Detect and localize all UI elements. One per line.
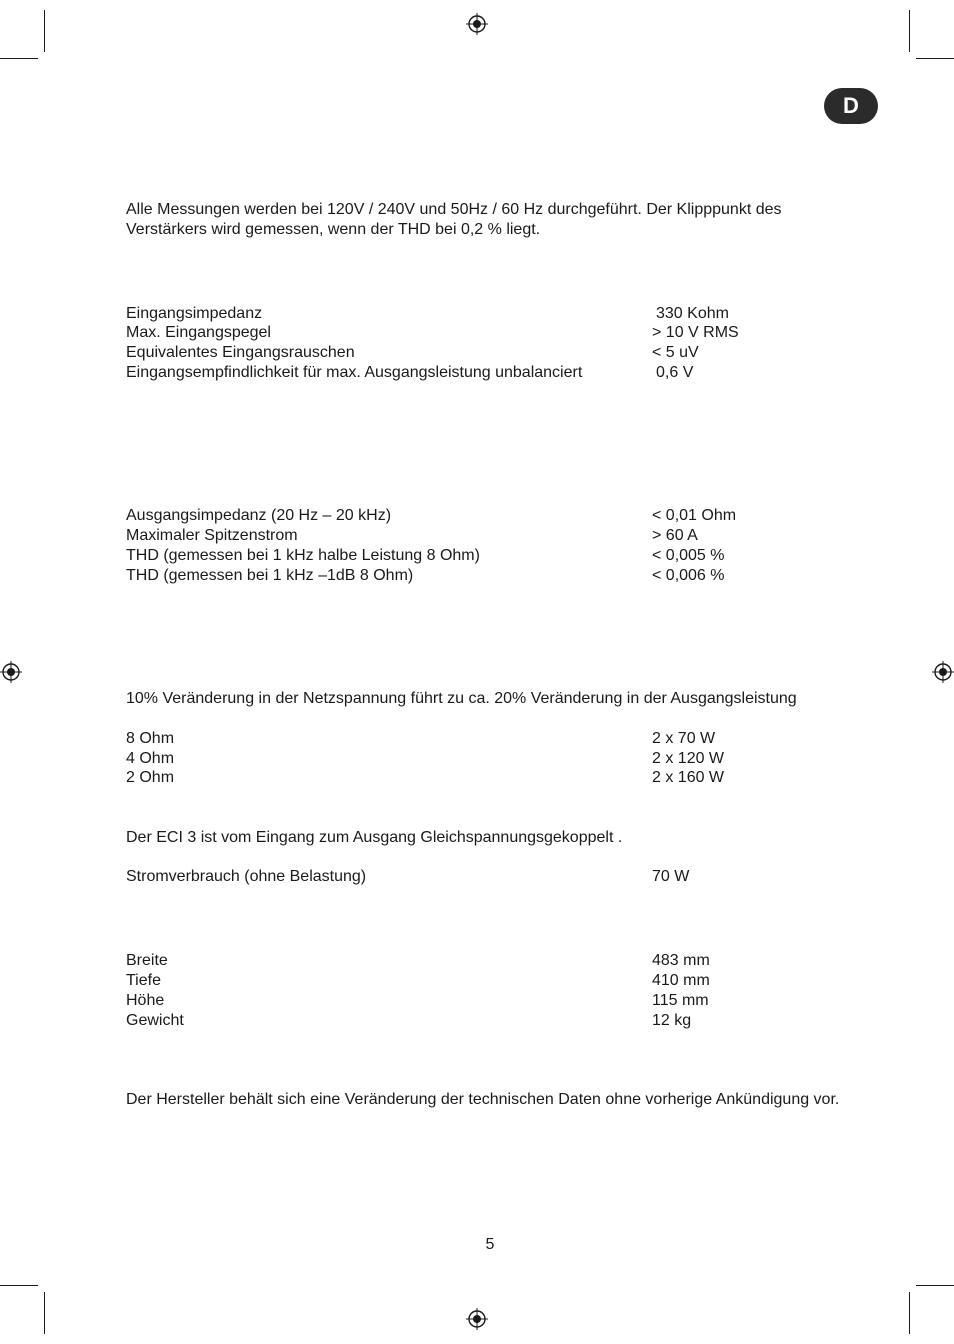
- registration-mark-right-icon: [932, 661, 954, 683]
- spec-label: Eingangsempfindlichkeit für max. Ausgangsleistung unbalanciert: [126, 364, 583, 381]
- spec-label: 8 Ohm: [126, 730, 175, 747]
- intro-paragraph: Alle Messungen werden bei 120V / 240V und 50Hz / 60 Hz durchgeführt. Der Klipppunkt des Verstärkers wird gemessen, wenn der THD bei 0,2 % liegt.: [126, 201, 782, 238]
- spec-label: Höhe: [126, 992, 165, 1009]
- spec-value: 115 mm: [652, 992, 709, 1009]
- spec-value: < 0,005 %: [652, 547, 725, 564]
- spec-label: 2 Ohm: [126, 769, 175, 786]
- spec-value: 2 x 160 W: [652, 769, 725, 786]
- crop-mark-top-left-h: [0, 58, 38, 59]
- spec-label: THD (gemessen bei 1 kHz halbe Leistung 8 Ohm): [126, 547, 480, 564]
- disclaimer-paragraph: Der Hersteller behält sich eine Veränderung der technischen Daten ohne vorherige Ankündigung vor.: [126, 1091, 840, 1108]
- spec-value: < 5 uV: [652, 344, 699, 361]
- spec-label: Max. Eingangspegel: [126, 324, 271, 341]
- spec-label: Gewicht: [126, 1012, 184, 1029]
- spec-value: 2 x 120 W: [652, 750, 725, 767]
- registration-mark-left-icon: [0, 661, 22, 683]
- spec-value: 12 kg: [652, 1012, 692, 1029]
- page-number: 5: [485, 1236, 495, 1253]
- dc-coupling-note: Der ECI 3 ist vom Eingang zum Ausgang Gleichspannungsgekoppelt .: [126, 829, 623, 846]
- spec-label: Equivalentes Eingangsrauschen: [126, 344, 355, 361]
- spec-value: < 0,006 %: [652, 567, 725, 584]
- spec-value: 330 Kohm: [656, 305, 729, 322]
- spec-value: < 0,01 Ohm: [652, 507, 737, 524]
- spec-value: > 60 A: [652, 527, 698, 544]
- registration-mark-top-icon: [466, 13, 488, 35]
- spec-value: 2 x 70 W: [652, 730, 716, 747]
- spec-label: Stromverbrauch (ohne Belastung): [126, 868, 367, 885]
- spec-value: 70 W: [652, 868, 690, 885]
- registration-mark-bottom-icon: [466, 1308, 488, 1330]
- spec-label: Ausgangsimpedanz (20 Hz – 20 kHz): [126, 507, 392, 524]
- crop-mark-bottom-left-v: [44, 1292, 45, 1334]
- power-note: 10% Veränderung in der Netzspannung führt zu ca. 20% Veränderung in der Ausgangsleistung: [126, 690, 797, 707]
- crop-mark-bottom-left-h: [0, 1285, 38, 1286]
- spec-value: 483 mm: [652, 952, 710, 969]
- language-badge: D: [824, 88, 878, 124]
- spec-label: Breite: [126, 952, 168, 969]
- spec-label: THD (gemessen bei 1 kHz –1dB 8 Ohm): [126, 567, 414, 584]
- spec-value: > 10 V RMS: [652, 324, 739, 341]
- spec-label: Maximaler Spitzenstrom: [126, 527, 298, 544]
- spec-label: Tiefe: [126, 972, 161, 989]
- spec-label: 4 Ohm: [126, 750, 175, 767]
- crop-mark-top-right-h: [916, 58, 954, 59]
- crop-mark-top-right-v: [909, 10, 910, 52]
- spec-value: 410 mm: [652, 972, 710, 989]
- crop-mark-bottom-right-v: [909, 1292, 910, 1334]
- crop-mark-top-left-v: [44, 10, 45, 52]
- spec-value: 0,6 V: [656, 364, 694, 381]
- spec-label: Eingangsimpedanz: [126, 305, 263, 322]
- crop-mark-bottom-right-h: [916, 1285, 954, 1286]
